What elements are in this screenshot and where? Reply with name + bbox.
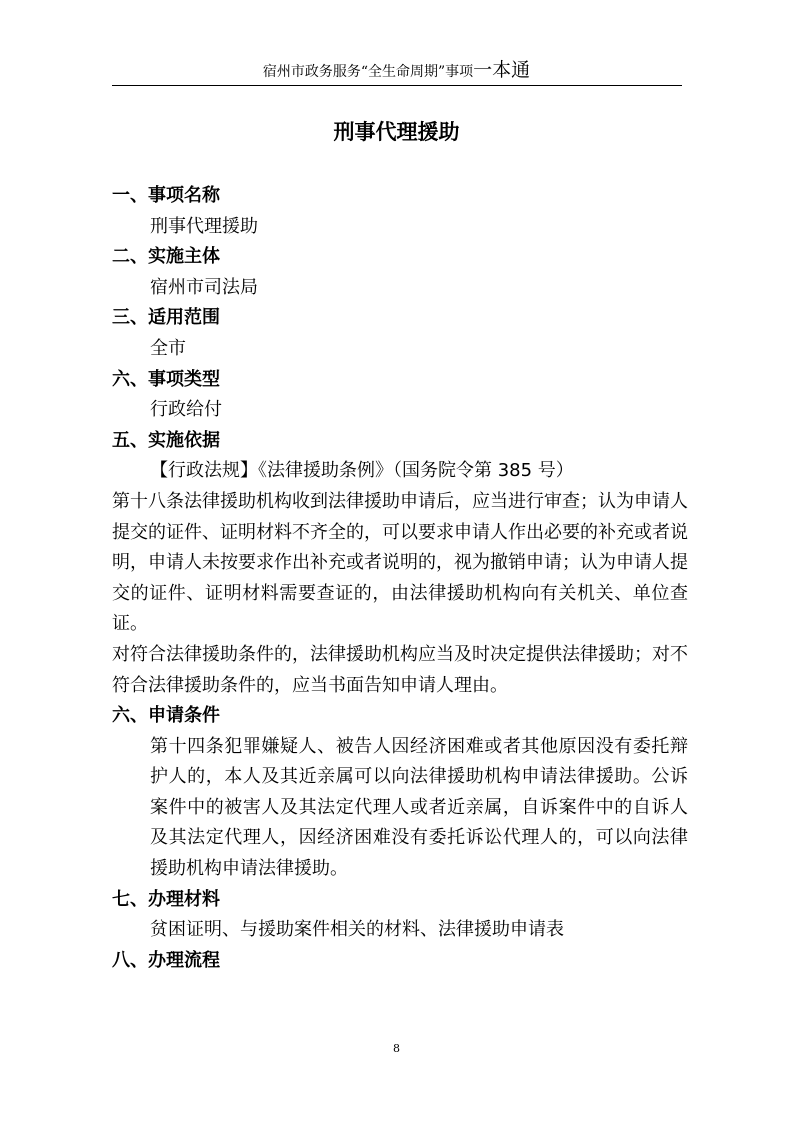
section-heading-legal-basis: 五、实施依据	[112, 429, 220, 451]
section-heading-item-type: 六、事项类型	[112, 368, 220, 390]
section-heading-process: 八、办理流程	[112, 949, 220, 971]
header-divider	[112, 85, 682, 86]
legal-basis-paragraph-1: 第十八条法律援助机构收到法律援助申请后，应当进行审查；认为申请人提交的证件、证明材料不齐全的，可以要求申请人作出必要的补充或者说明，申请人未按要求作出补充或者说明的，视为撤销申请；认为申请人提交的证件、证明材料需要查证的，由法律援助机构向有关机关、单位查证。	[112, 490, 688, 635]
page-number: 8	[393, 1042, 400, 1055]
section-body-item-type: 行政给付	[150, 399, 222, 421]
header-suffix: 一本通	[473, 59, 531, 81]
section-heading-conditions: 六、申请条件	[112, 705, 220, 727]
page-title: 刑事代理援助	[333, 120, 460, 144]
legal-basis-law: 【行政法规】《法律援助条例》（国务院令第 385 号）	[150, 460, 574, 482]
section-heading-materials: 七、办理材料	[112, 888, 220, 910]
section-body-conditions: 第十四条犯罪嫌疑人、被告人因经济困难或者其他原因没有委托辩护人的，本人及其近亲属可以向法律援助机构申请法律援助。公诉案件中的被害人及其法定代理人或者近亲属，自诉案件中的自诉人及其法定代理人，因经济困难没有委托诉讼代理人的，可以向法律援助机构申请法律援助。	[150, 735, 688, 880]
page-header	[0, 60, 793, 82]
section-body-materials: 贫困证明、与援助案件相关的材料、法律援助申请表	[150, 919, 564, 941]
header-text: 宿州市政务服务“全生命周期”事项	[262, 64, 474, 80]
section-heading-implementer: 二、实施主体	[112, 246, 220, 268]
section-body-implementer: 宿州市司法局	[150, 276, 258, 298]
section-body-item-name: 刑事代理援助	[150, 215, 258, 237]
document-body	[112, 181, 688, 976]
section-body-scope: 全市	[150, 337, 186, 359]
section-heading-scope: 三、适用范围	[112, 307, 220, 329]
legal-basis-paragraph-2: 对符合法律援助条件的，法律援助机构应当及时决定提供法律援助；对不符合法律援助条件的，应当书面告知申请人理由。	[112, 643, 688, 696]
section-heading-item-name: 一、事项名称	[112, 185, 220, 206]
